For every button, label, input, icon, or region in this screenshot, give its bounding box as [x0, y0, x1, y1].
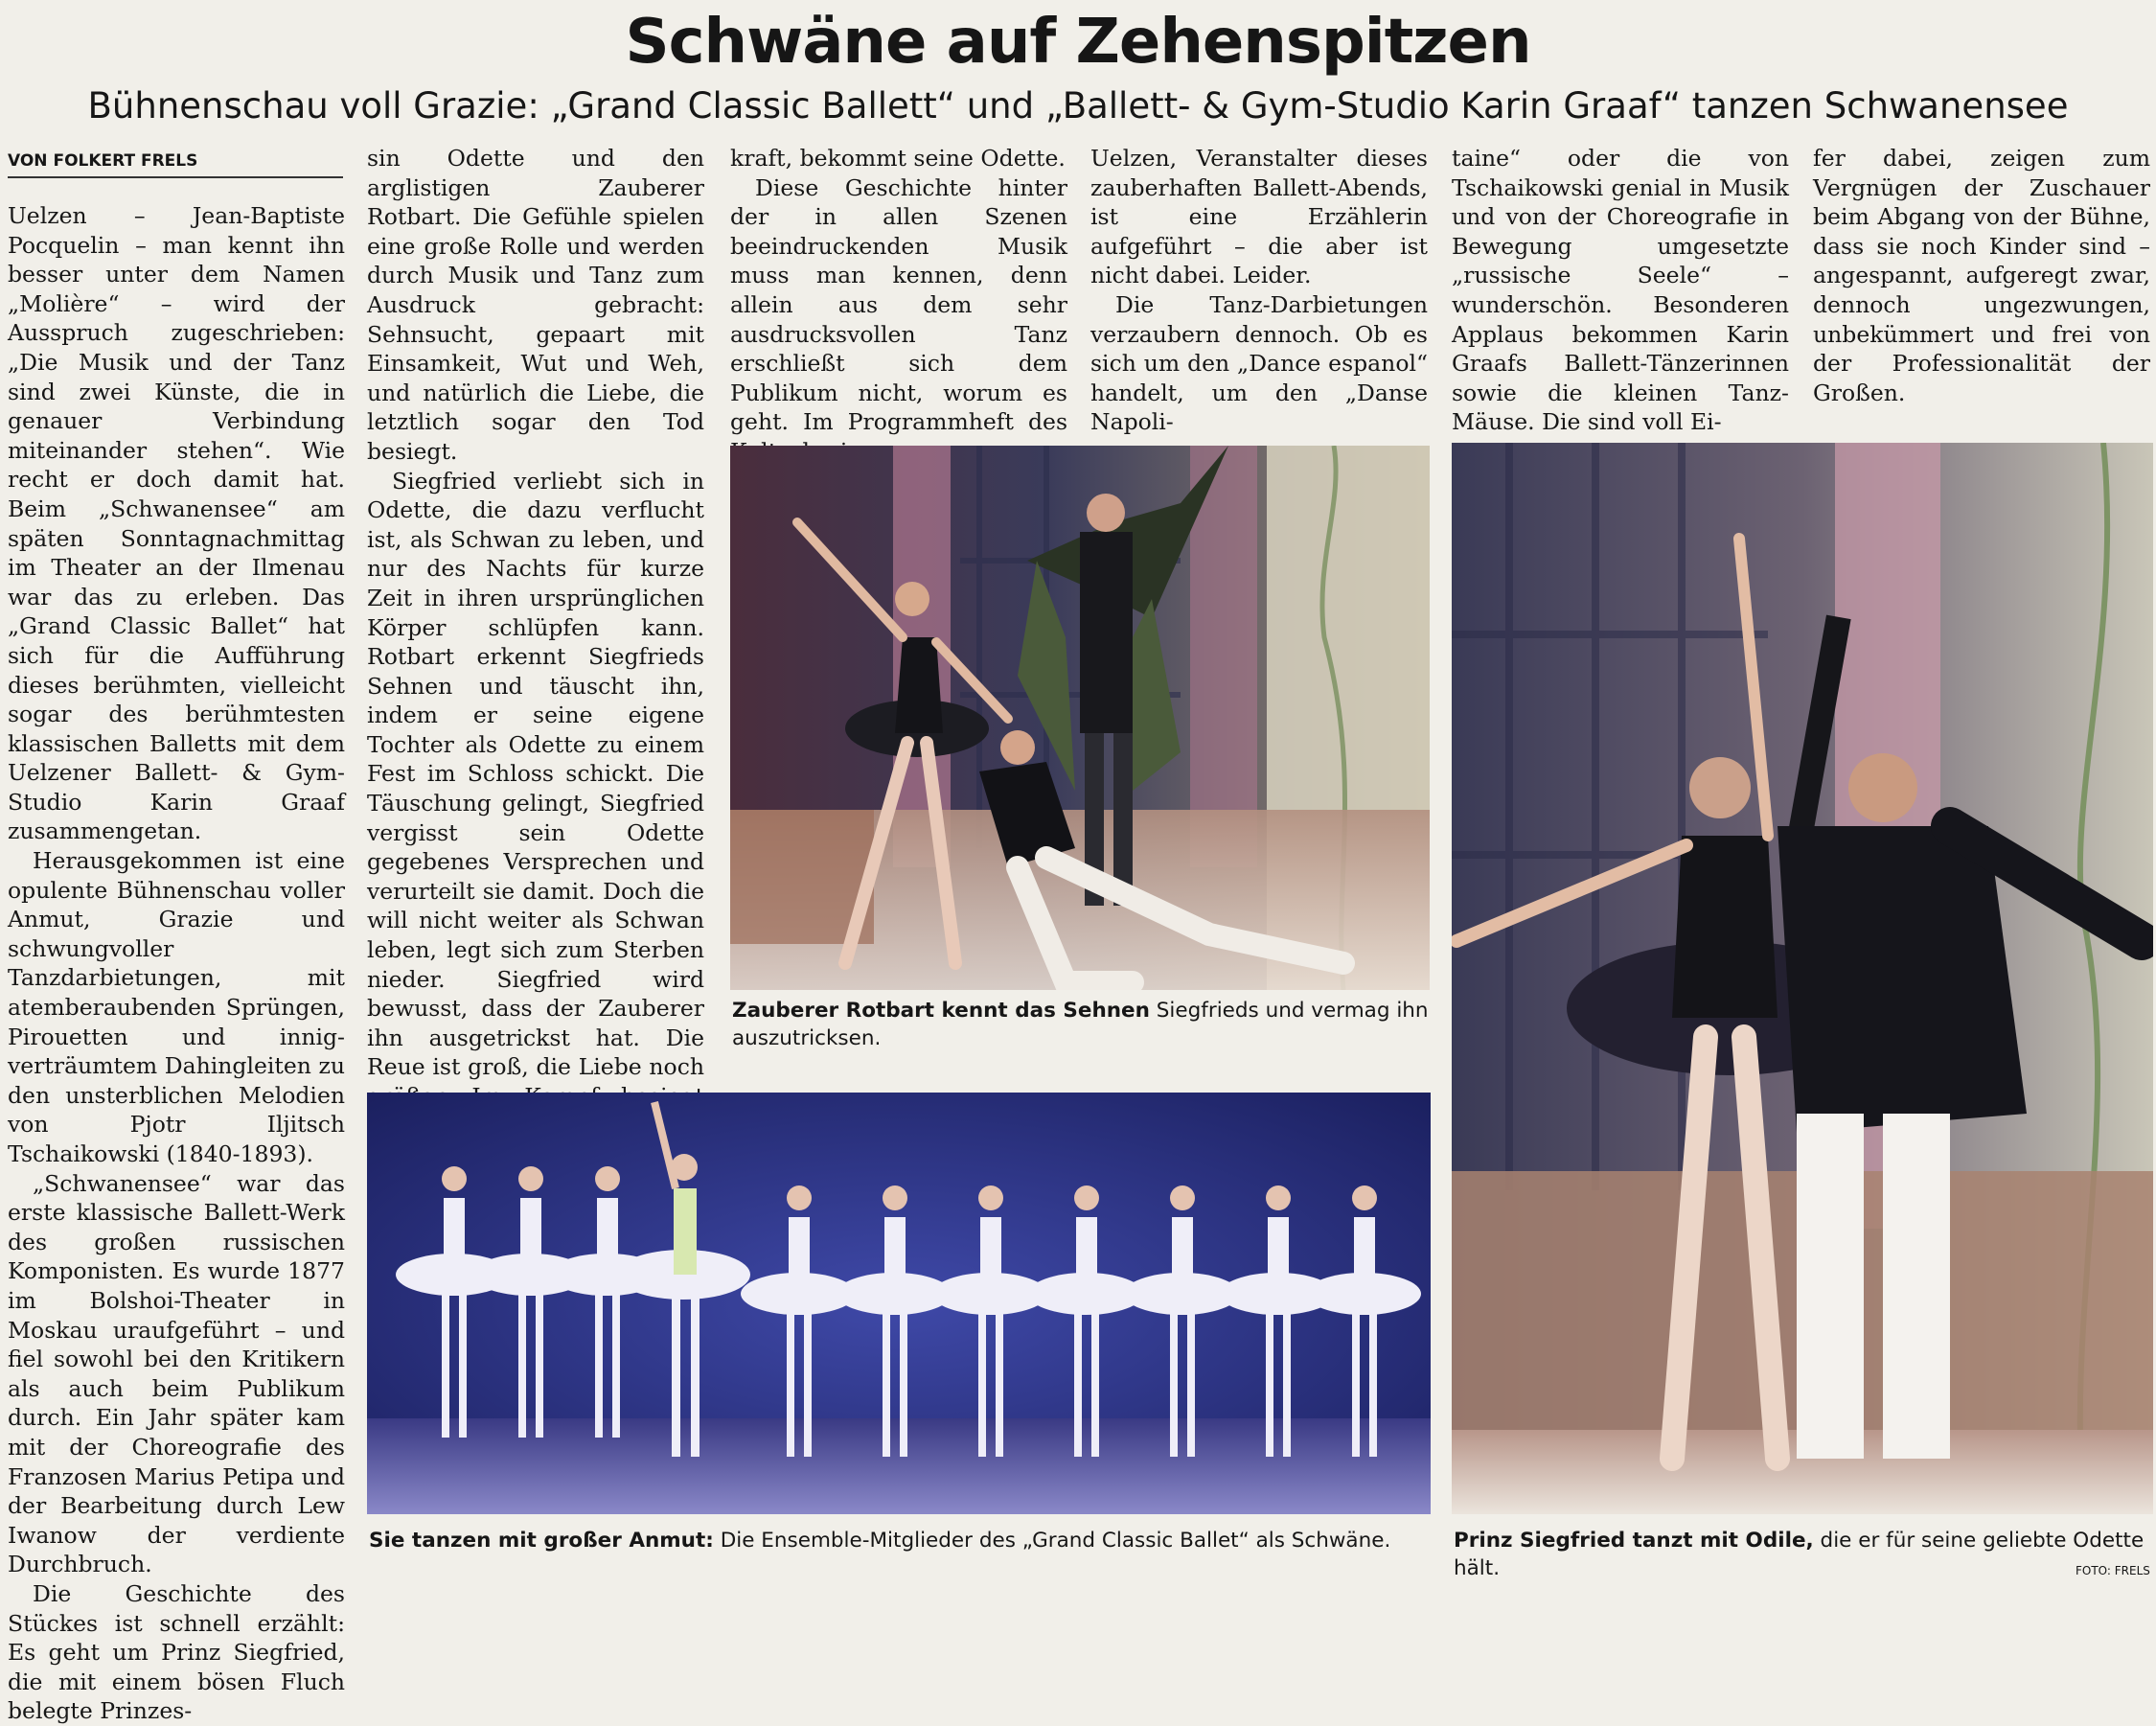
paragraph: taine“ oder die von Tschaikowski genial in Musik und von der Choreografie in Bewegung umgesetzte „russische Seele“ – wunderschön. Besonderen Applaus bekommen Karin Graafs Ballett-Tänzerinnen sowie die kleinen Tanz-Mäuse. Die sind voll Ei- [1452, 145, 1789, 436]
caption-bold: Zauberer Rotbart kennt das Sehnen [732, 999, 1150, 1023]
paragraph: Die Tanz-Darbietungen verzaubern dennoch. Ob es sich um den „Dance espanol“ handelt, um den „Danse Napoli- [1090, 290, 1428, 436]
article-column-3 [730, 144, 1067, 467]
photo-credit: FOTO: FRELS [2076, 1564, 2150, 1577]
paragraph: Diese Geschichte hinter der in allen Szenen beeindruckenden Musik muss man kennen, denn allein aus dem sehr ausdrucksvollen Tanz erschließt sich dem Publikum nicht, worum es geht. Im Programmheft des [730, 173, 1067, 436]
byline: VON FOLKERT FRELS [8, 151, 343, 178]
article-column-6 [1813, 144, 2150, 407]
photo-caption-rotbart [732, 997, 1430, 1052]
paragraph: Herausgekommen ist eine opulente Bühnenschau voller Anmut, Grazie und schwungvoller Tanzdarbietungen, mit atemberaubenden Sprüngen, Pirouetten und innig-verträumtem Dahingleiten zu den unsterblichen Melodien von Pjotr Iljitsch Tschaikowski (1840-1893). [8, 847, 345, 1167]
photo-siegfried-image [1452, 443, 2153, 1514]
photo-caption-ensemble [369, 1527, 1431, 1554]
photo-caption-siegfried [1454, 1527, 2153, 1582]
article-column-4 [1090, 144, 1428, 437]
caption-text: die er für seine geliebte Odette hält. [1454, 1529, 2145, 1580]
article-column-5 [1452, 144, 1789, 437]
photo-ensemble-swans [367, 1093, 1431, 1514]
paragraph: Die Geschichte des Stückes ist schnell erzählt: Es geht um Prinz Siegfried, die mit einem bösen Fluch belegte Prinzes- [8, 1579, 345, 1725]
article-column-1 [8, 201, 345, 1726]
paragraph: Uelzen, Veranstalter dieses zauberhaften Ballett-Abends, ist eine Erzählerin aufgeführt – die aber ist nicht dabei. Leider. [1090, 145, 1428, 289]
paragraph: sin Odette und den arglistigen Zauberer Rotbart. Die Gefühle spielen eine große Rolle und werden durch Musik und Tanz zum Ausdruck gebracht: Sehnsucht, gepaart mit Einsamkeit, Wut und Weh, und natürlich die Liebe, die letztlich sogar den Tod besiegt. [367, 145, 704, 465]
paragraph: kraft, bekommt seine Odette. [730, 145, 1066, 172]
caption-text: Siegfrieds und vermag ihn auszutricksen. [732, 999, 1429, 1050]
caption-bold: Sie tanzen mit großer Anmut: [369, 1529, 714, 1553]
paragraph: „Schwanensee“ war das erste klassische Ballett-Werk des großen russischen Komponisten. Es wurde 1877 im Bolshoi-Theater in Moskau uraufgeführt – und fiel sowohl bei den Kritikern als auch beim Publikum durch. Ein Jahr später kam mit der Choreografie des Franzosen Marius Petipa und der Bearbeitung durch Lew Iwanow der verdiente Durchbruch. [8, 1169, 345, 1578]
headline: Schwäne auf Zehenspitzen [625, 7, 1531, 78]
caption-bold: Prinz Siegfried tanzt mit Odile, [1454, 1529, 1814, 1553]
photo-rotbart-scene [730, 446, 1430, 990]
subheadline: Bühnenschau voll Grazie: „Grand Classic Ballett“ und „Ballett- & Gym-Studio Karin Graaf“ tanzen Schwanensee [87, 85, 2069, 127]
paragraph: Siegfried verliebt sich in Odette, die dazu verflucht ist, als Schwan zu leben, und nur des Nachts für kurze Zeit in ihren ursprünglichen Körper schlüpfen kann. Rotbart erkennt Siegfrieds Sehnen und täuscht ihn, indem er seine eigene Tochter als Odette zu einem Fest im Schloss schickt. Die Täuschung gelingt, Siegfried vergisst sein Odette gegebenes Versprechen und verurteilt sie damit. Doch die will nicht weiter als Schwan leben, legt sich zum Sterben nieder. Siegfried wird bewusst, dass der Zauberer ihn ausgetrickst hat. Die Reue ist groß, die Liebe noch [367, 467, 704, 1081]
paragraph: fer dabei, zeigen zum Vergnügen der Zuschauer beim Abgang von der Bühne, dass sie noch Kinder sind – angespannt, aufgeregt zwar, dennoch ungezwungen, unbekümmert und frei von der Professionalität der Großen. [1813, 145, 2150, 406]
paragraph: Uelzen – Jean-Baptiste Pocquelin – man kennt ihn besser unter dem Namen „Molière“ – wird der Ausspruch zugeschrieben: „Die Musik und der Tanz sind zwei Künste, die in genauer Verbindung miteinander stehen“. Wie recht er doch damit hat. Beim „Schwanensee“ am späten Sonntagnachmittag im Theater an der Ilmenau war das zu erleben. Das „Grand Classic Ballet“ hat sich für die Aufführung dieses berühmten, vielleicht sogar des berühmtesten klassischen Balletts mit dem Uelzener Ballett- & Gym-Studio Karin Graaf zusammengetan. [8, 202, 345, 845]
photo-siegfried-odile [1452, 443, 2153, 1514]
caption-text: Die Ensemble-Mitglieder des „Grand Classic Ballet“ als Schwäne. [713, 1529, 1391, 1553]
photo-rotbart-image [730, 446, 1430, 990]
article-column-2 [367, 144, 704, 1170]
photo-ensemble-image [367, 1093, 1431, 1514]
